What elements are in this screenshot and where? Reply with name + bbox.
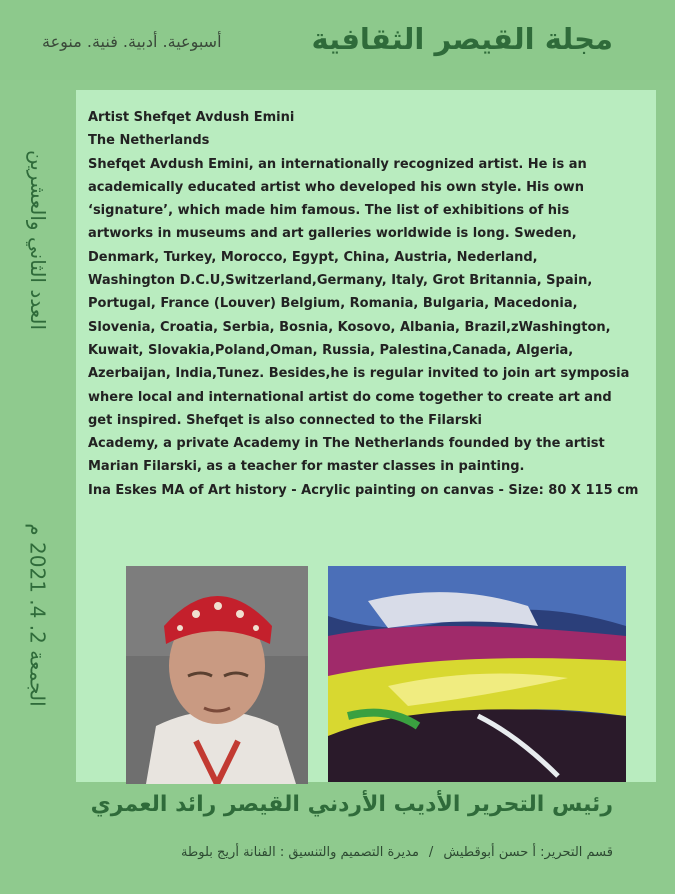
staff-separator: / [428,845,434,860]
article-line: Washington D.C.U,Switzerland,Germany, Italy, Grot Britannia, Spain, [88,273,593,289]
painting-photo [328,566,626,782]
article-line: Marian Filarski, as a teacher for master classes in painting. [88,459,525,475]
article-title: Artist Shefqet Avdush Emini [88,110,295,125]
article-line: where local and international artist do come together to create art and [88,389,612,405]
staff-editing: قسم التحرير: أ حسن أبوقطيش [443,845,613,860]
date-text: الجمعة 2. 4. 2021 م [26,523,51,707]
article-line: Portugal, France (Louver) Belgium, Romania, Bulgaria, Macedonia, [88,296,578,312]
article-body [88,106,650,502]
magazine-title: مجلة القيصر الثقافية [311,22,613,56]
article-line: Shefqet Avdush Emini, an internationally recognized artist. He is an [88,156,587,172]
header-band [0,0,675,80]
article-location: The Netherlands [88,133,210,149]
staff-design: مديرة التصميم والتنسيق : الفنانة أريج بلوطة [180,845,419,860]
issue-text: العدد الثاني والعشرين [26,149,50,331]
article-line: Slovenia, Croatia, Serbia, Bosnia, Kosovo, Albania, Brazil,zWashington, [88,319,611,335]
article-line: Azerbaijan, India,Tunez. Besides,he is regular invited to join art symposia [88,366,630,382]
artist-portrait-photo [126,566,308,784]
article-line: Academy, a private Academy in The Netherlands founded by the artist [88,436,605,452]
editor-in-chief: رئيس التحرير الأديب الأردني القيصر رائد العمري [90,792,613,817]
issue-label [6,120,70,360]
painting-illustration [328,566,626,782]
magazine-subtitle: أسبوعية. أدبية. فنية. منوعة [42,32,222,51]
article-credit: Ina Eskes MA of Art history - Acrylic painting on canvas - Size: 80 X 115 cm [88,482,639,498]
article-line: ‘signature’, which made him famous. The list of exhibitions of his [88,203,570,219]
article-line: get inspired. Shefqet is also connected to the Filarski [88,412,482,428]
article-line: Denmark, Turkey, Morocco, Egypt, China, Austria, Nederland, [88,249,538,265]
article-line: artworks in museums and art galleries worldwide is long. Sweden, [88,226,577,242]
portrait-illustration [126,566,308,784]
article-line: academically educated artist who developed his own style. His own [88,179,584,195]
staff-credits [181,845,613,860]
date-label [6,515,70,715]
article-line: Kuwait, Slovakia,Poland,Oman, Russia, Palestina,Canada, Algeria, [88,342,574,358]
